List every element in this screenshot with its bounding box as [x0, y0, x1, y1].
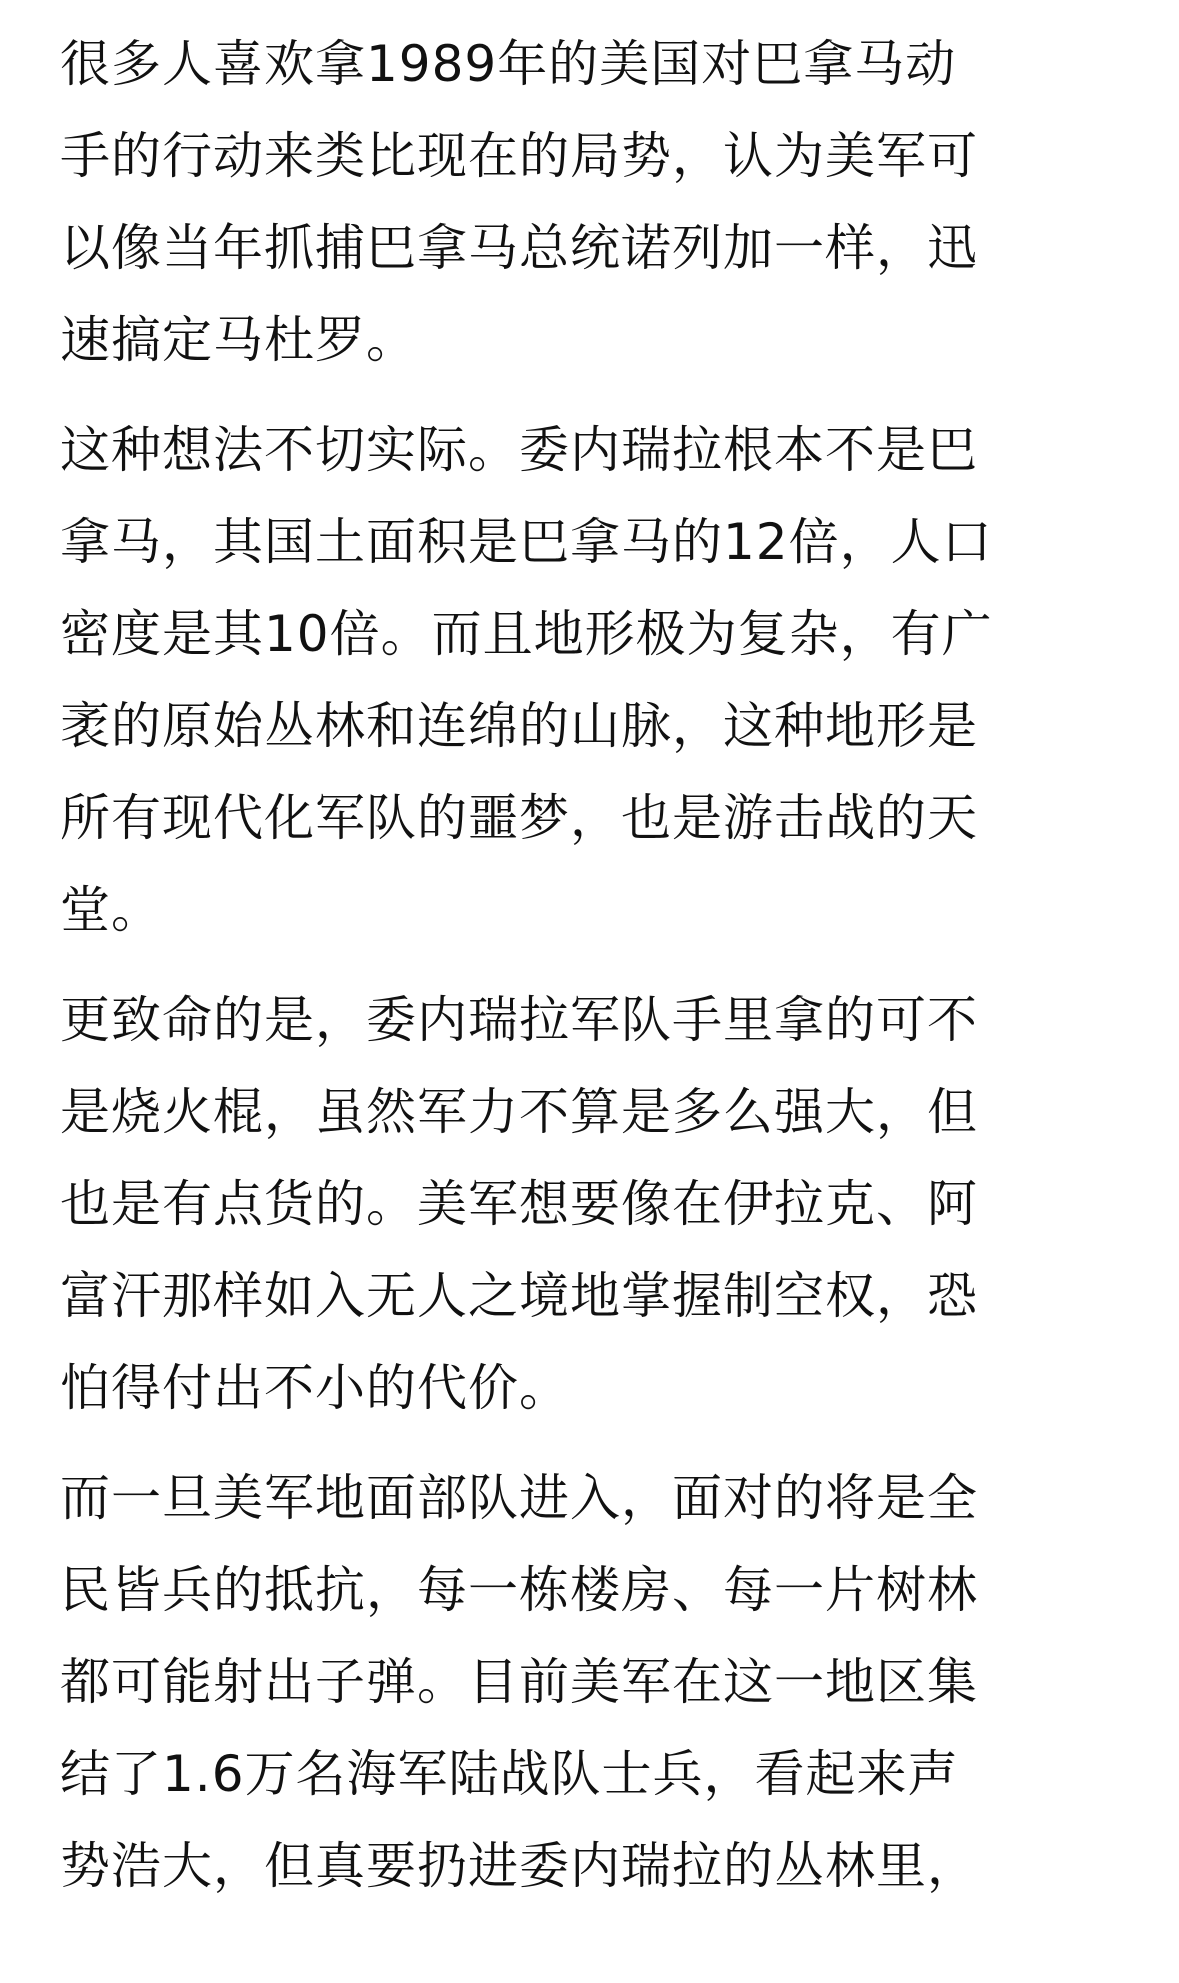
paragraph-1: 很多人喜欢拿1989年的美国对巴拿马动 手的行动来类比现在的局势，认为美军可 以像当年抓捕巴拿马总统诺列加一样，迅 速搞定马杜罗。 — [60, 35, 978, 369]
article-body — [60, 18, 1125, 1930]
paragraph-4: 而一旦美军地面部队进入，面对的将是全 民皆兵的抵抗，每一栋楼房、每一片树林 都可能射出子弹。目前美军在这一地区集 结了1.6万名海军陆战队士兵，看起来声 势浩大，但真要扔进委内瑞拉的丛林里， — [60, 1469, 978, 1895]
paragraph-2: 这种想法不切实际。委内瑞拉根本不是巴 拿马，其国土面积是巴拿马的12倍，人口 密度是其10倍。而且地形极为复杂，有广 袤的原始丛林和连绵的山脉，这种地形是 所有现代化军队的噩梦，也是游击战的天 堂。 — [60, 421, 993, 939]
paragraph-3: 更致命的是，委内瑞拉军队手里拿的可不 是烧火棍，虽然军力不算是多么强大，但 也是有点货的。美军想要像在伊拉克、阿 富汗那样如入无人之境地掌握制空权，恐 怕得付出不小的代价。 — [60, 991, 978, 1417]
